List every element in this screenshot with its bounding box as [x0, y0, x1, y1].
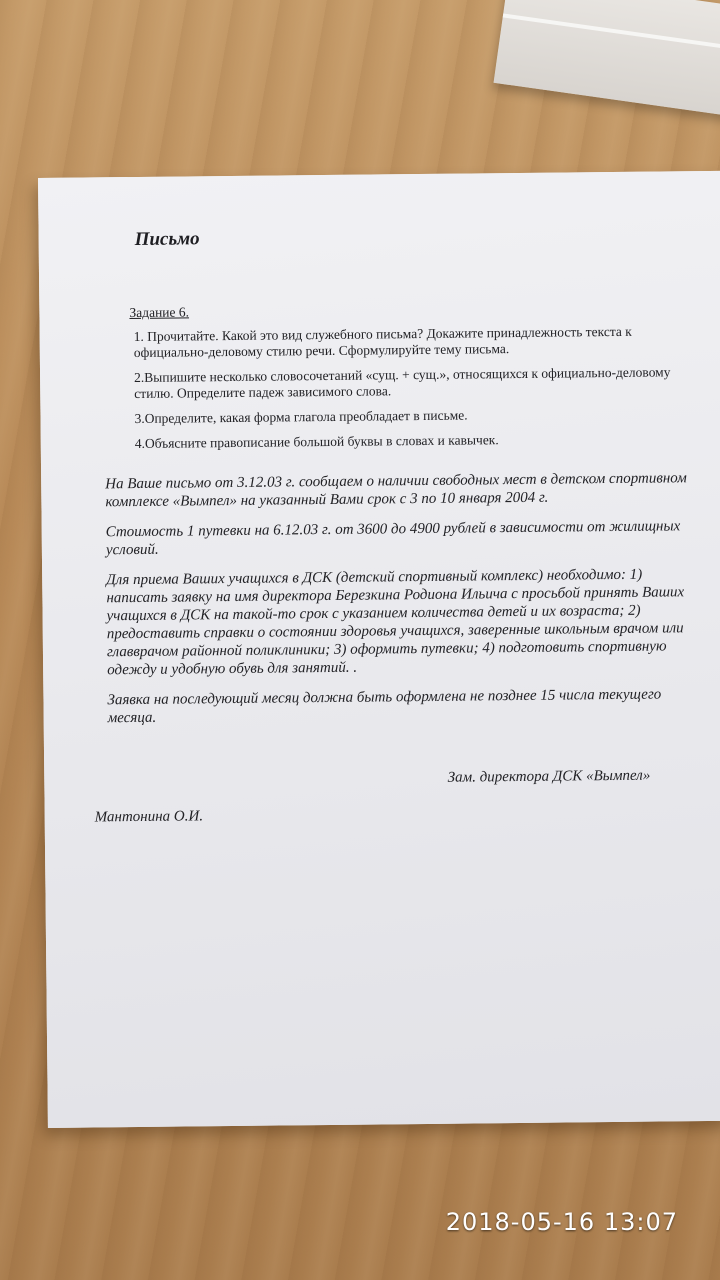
- letter-paragraph: Для приема Ваших учащихся в ДСК (детский спортивный комплекс) необходимо: 1) написать заявку на имя директора Березкина Родиона Ильича с просьбой принять Ваших учащихся в ДСК на такой-то срок с указанием количества детей и их возраста; 2) предоставить справки о состоянии здоровья учащихся, заверенные школьным врачом или главврачом районной поликлиники; 3) оформить путевки; 4) подготовить спортивную одежду и удобную обувь для занятий. .: [106, 566, 685, 679]
- task-section: [129, 299, 691, 461]
- letter-paragraph: На Ваше письмо от 3.12.03 г. сообщаем о наличии свободных мест в детском спортивном комплексе «Вымпел» на указанный Вами срок с 3 по 10 января 2004 г.: [105, 470, 687, 511]
- document-title: Письмо: [134, 228, 200, 250]
- signature-role: Зам. директора ДСК «Вымпел»: [447, 767, 651, 786]
- task-item: 1. Прочитайте. Какой это вид служебного письма? Докажите принадлежность текста к официально-деловому стилю речи. Сформулируйте тему письма.: [133, 323, 632, 361]
- signature-name: Мантонина О.И.: [94, 808, 204, 826]
- paper-sheet: [38, 171, 720, 1128]
- notebook-corner: [494, 0, 720, 116]
- task-item: 4.Объясните правописание большой буквы в словах и кавычек.: [134, 432, 499, 452]
- letter-body: [105, 469, 698, 739]
- task-item: 2.Выпишите несколько словосочетаний «сущ. + сущ.», относящихся к официально-деловому стилю. Определите падеж зависимого слова.: [134, 364, 671, 402]
- task-item: 3.Определите, какая форма глагола преобладает в письме.: [134, 407, 468, 427]
- letter-paragraph: Заявка на последующий месяц должна быть оформлена не позднее 15 числа текущего месяца.: [107, 686, 662, 727]
- task-heading: Задание 6.: [129, 304, 190, 321]
- letter-paragraph: Стоимость 1 путевки на 6.12.03 г. от 3600 до 4900 рублей в зависимости от жилищных условий.: [105, 518, 681, 559]
- photo-timestamp: 2018-05-16 13:07: [445, 1208, 678, 1236]
